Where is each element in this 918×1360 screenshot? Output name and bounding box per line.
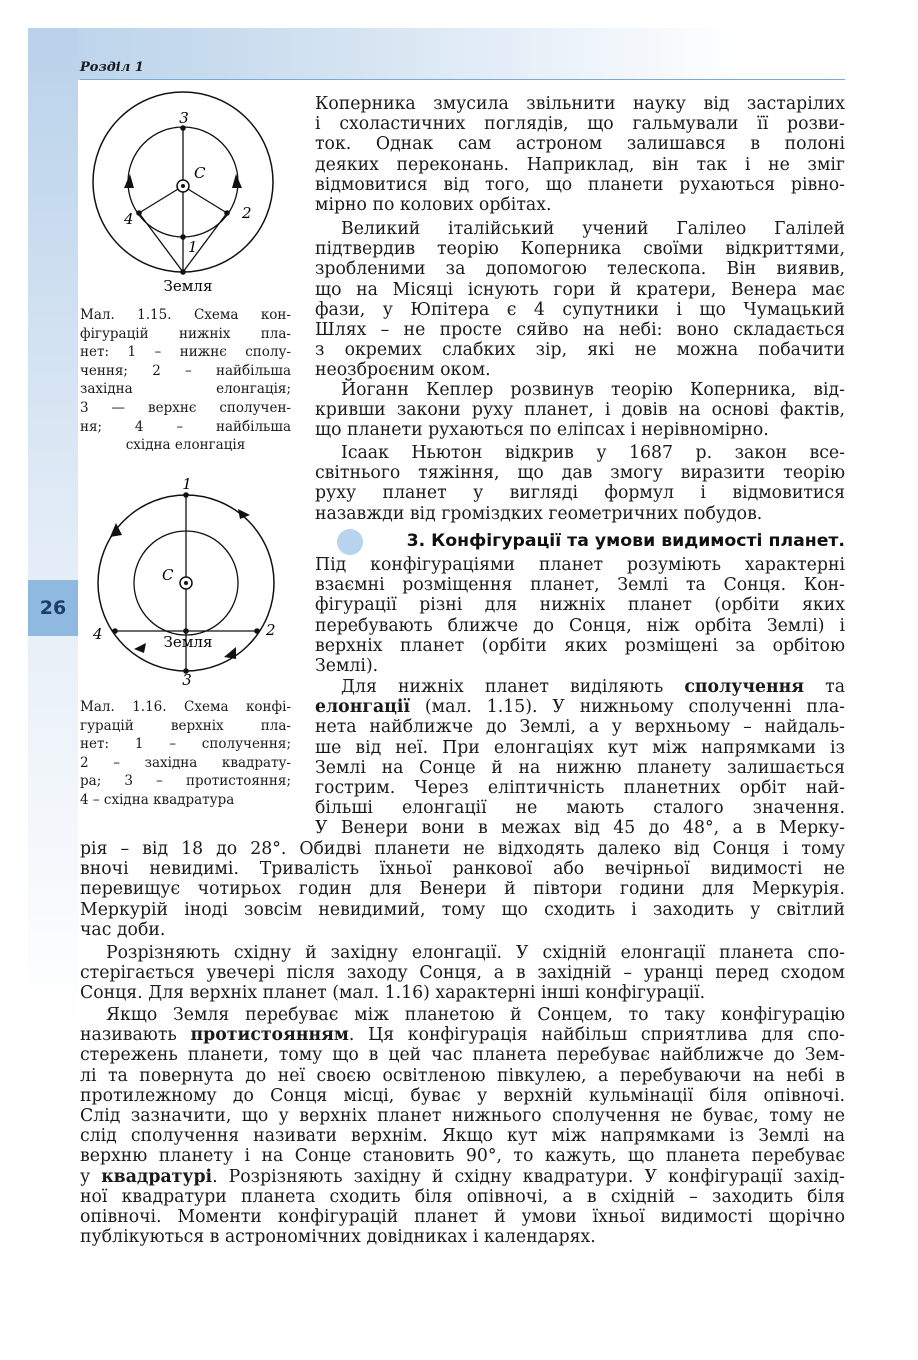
- caption-line: 3 — верхнє сполучен-: [80, 399, 291, 416]
- arrow-right: [232, 174, 242, 188]
- label-c: C: [162, 566, 174, 584]
- text-line: фігурації різні для нижніх планет (орбіти яких: [315, 595, 845, 616]
- text-line: ної квадратури планета сходить біля опівночі, а в східній – заходить біля: [80, 1186, 845, 1207]
- page-number: 26: [39, 597, 67, 619]
- heading-bubble: [337, 529, 363, 555]
- text-line: кривши закони руху планет, і довів на основі фактів,: [315, 400, 845, 421]
- label-4: 4: [124, 210, 134, 228]
- text-line: Меркурій іноді зовсім невидимий, тому що сходить і заходить у світлий: [80, 899, 845, 920]
- paragraph-newton: [315, 443, 845, 524]
- label-earth: Земля: [163, 277, 213, 295]
- text-line: Під конфігураціями планет розуміють характерні: [315, 555, 845, 575]
- label-3: 3: [179, 109, 189, 127]
- text-line: що планети рухаються по еліпсах і нерівномірно.: [315, 420, 769, 441]
- text-line: Коперника змусила звільнити науку від застарілих: [315, 94, 845, 114]
- text-line: Для нижніх планет виділяють сполучення та: [341, 677, 845, 697]
- text-line: ше від неї. При елонгаціях кут між напрямками із: [315, 737, 845, 758]
- heading-text: 3. Конфігурації та умови видимості планет.: [406, 531, 845, 551]
- caption-line: 4 – східна квадратура: [80, 791, 235, 808]
- arrow-bottom-right: [224, 647, 236, 659]
- paragraph-configurations: [315, 555, 845, 676]
- text-line: назавжди від громіздких геометричних побудов.: [315, 503, 763, 524]
- text-line: Ісаак Ньютон відкрив у 1687 р. закон все-: [341, 443, 845, 463]
- header-rule: [80, 79, 845, 80]
- text-line: протилежному до Сонця місці, буває у верхній кульмінації біля опівночі.: [80, 1085, 845, 1106]
- line-c-4: [139, 186, 183, 213]
- header-band: [28, 28, 918, 80]
- text-line: називають протистоянням. Ця конфігурація найбільш сприятлива для спо-: [80, 1025, 846, 1046]
- caption-line: чення; 2 – найбільша: [80, 362, 291, 379]
- text-line: ток. Однак сам астроном залишався в полоні: [315, 134, 845, 155]
- section-heading: [315, 528, 845, 554]
- label-2: 2: [266, 621, 276, 639]
- text-line: Якщо Земля перебуває між планетою й Сонцем, то таку конфігурацію: [106, 1005, 845, 1025]
- text-line: стережень планети, тому що в цей час планета перебуває найближче до Зем-: [80, 1045, 845, 1066]
- text-line: верхніх планет (орбіти яких розміщені за орбітою: [315, 635, 845, 656]
- text-line: Шлях – не просте сяйво на небі: воно складається: [315, 319, 845, 340]
- earth-point: [180, 269, 186, 275]
- caption-line: Мал. 1.15. Схема кон-: [80, 307, 291, 323]
- caption-line: ра; 3 – протистояння;: [80, 773, 291, 790]
- text-line: мірно по колових орбітах.: [315, 194, 552, 215]
- text-line: фази, у Юпітера є 4 супутники і що Чумацький: [315, 299, 845, 320]
- arrow-bottom-left: [134, 643, 146, 653]
- paragraph-kepler: [315, 380, 845, 441]
- caption-line: нет: 1 – нижнє сполу-: [80, 344, 291, 361]
- text-line: що на Місяці існують гори й кратери, Венера має: [315, 279, 845, 300]
- text-line: слід сполучення називати верхнім. Якщо кут між напрямками із Землі на: [80, 1126, 845, 1147]
- text-line: взаємні розміщення планет, Землі та Сонця. Кон-: [315, 575, 845, 596]
- point-4: [136, 210, 142, 216]
- point-4: [112, 628, 118, 634]
- label-c: C: [194, 164, 206, 182]
- caption-line: нет: 1 – сполучення;: [80, 736, 291, 753]
- text-line: опівночі. Моменти конфігурацій планет й умови їхньої видимості щорічно: [80, 1206, 845, 1227]
- term-opposition: протистоянням: [190, 1025, 349, 1046]
- paragraph-elongations: [80, 943, 845, 1004]
- caption-line: фігурацій нижніх пла-: [80, 325, 291, 342]
- page-number-tab: [28, 580, 78, 636]
- text-line: світнього тяжіння, що дав змогу виразити теорію: [315, 463, 845, 484]
- text-line: Йоганн Кеплер розвинув теорію Коперника, від-: [341, 380, 845, 400]
- text-line: Сонця. Для верхніх планет (мал. 1.16) характерні інші конфігурації.: [80, 983, 706, 1004]
- text-line: деяких переконань. Наприклад, він так і не зміг: [315, 154, 845, 175]
- text-line: підтвердив теорію Коперника своїми відкриттями,: [315, 239, 845, 260]
- text-line: більші елонгації не мають сталого значення.: [315, 798, 845, 819]
- caption-1-15: [80, 306, 291, 455]
- paragraph-copernicus: [315, 94, 845, 215]
- text-line: гострим. Через еліптичність планетних орбіт най-: [315, 777, 845, 798]
- text-line: Землі на Сонце й на нижню планету залишається: [315, 757, 845, 778]
- margin-band: [28, 28, 78, 1360]
- caption-line: ня; 4 – найбільша: [80, 418, 291, 435]
- term-elongation: елонгації: [315, 697, 411, 718]
- text-line: перевищує чотирьох годин для Венери й півтори години для Меркурія.: [80, 879, 845, 900]
- text-line: елонгації (мал. 1.15). У нижньому сполученні пла-: [315, 697, 845, 718]
- text-line: Великий італійський учений Галілео Галілей: [341, 219, 845, 239]
- text-line: перебувають ближче до Сонця, ніж орбіта Землі) і: [315, 615, 845, 636]
- text-line: у квадратурі. Розрізняють західну й східну квадратури. У конфігурації захід-: [80, 1166, 845, 1187]
- point-1: [183, 492, 189, 498]
- label-1: 1: [188, 238, 198, 256]
- point-2: [254, 628, 260, 634]
- figure-1-16: [80, 475, 300, 690]
- text-line: Землі).: [315, 655, 379, 676]
- point-2: [224, 210, 230, 216]
- text-line: руху планет у вигляді формул і відмовитися: [315, 483, 845, 504]
- caption-line: західна елонгація;: [80, 381, 291, 398]
- label-1: 1: [182, 475, 192, 493]
- text-line: У Венери вони в межах від 45 до 48°, а в Мерку-: [315, 818, 845, 839]
- label-earth: Земля: [163, 633, 213, 651]
- paragraph-opposition: [80, 1005, 845, 1247]
- text-line: Розрізняють східну й західну елонгації. У східній елонгації планета спо-: [106, 943, 845, 963]
- caption-line: Мал. 1.16. Схема конфі-: [80, 699, 291, 715]
- paragraph-inferior-planets: [315, 677, 845, 839]
- text-line: верхню планету і на Сонце становить 90°, то кажуть, що планета перебуває: [80, 1146, 845, 1167]
- text-line: стерігається увечері після заходу Сонця, а в західній – уранці перед сходом: [80, 963, 845, 984]
- text-line: публікуються в астрономічних довідниках і календарях.: [80, 1227, 596, 1248]
- paragraph-galileo: [315, 219, 845, 381]
- paragraph-mercury: [80, 839, 845, 940]
- label-4: 4: [93, 625, 103, 643]
- text-line: рія – від 18 до 28°. Обидві планети не відходять далеко від Сонця і тому: [80, 839, 845, 859]
- arrow-left: [124, 174, 134, 188]
- caption-1-16: [80, 698, 291, 810]
- text-line: Слід зазначити, що у верхніх планет нижнього сполучення не буває, тому не: [80, 1105, 845, 1126]
- figure-1-15: [80, 90, 300, 300]
- text-line: зробленими за допомогою телескопа. Він виявив,: [315, 259, 845, 280]
- text-line: час доби.: [80, 919, 166, 940]
- text-line: відмовитися від того, що планети рухаються рівно-: [315, 174, 845, 195]
- line-c-2: [183, 186, 227, 213]
- label-2: 2: [242, 204, 252, 222]
- term-conjunction: сполучення: [684, 677, 805, 697]
- caption-line: 2 – західна квадрату-: [80, 754, 291, 771]
- caption-line: східна елонгація: [125, 437, 246, 454]
- text-line: лі та повернута до неї своєю освітленою півкулею, а перебуваючи на небі в: [80, 1065, 845, 1086]
- text-line: нета найближче до Землі, а у верхньому – найдаль-: [315, 717, 845, 738]
- caption-line: гурацій верхніх пла-: [80, 717, 291, 734]
- label-3: 3: [182, 671, 192, 689]
- text-line: неозброєним оком.: [315, 360, 491, 381]
- section-label: Розділ 1: [80, 60, 144, 75]
- text-line: вночі невидимі. Тривалість їхньої ранкової або вечірньої видимості не: [80, 859, 845, 880]
- text-line: і схоластичних поглядів, що гальмували її розви-: [315, 114, 845, 135]
- text-line: з окремих слабких зір, які не можна побачити: [315, 340, 845, 361]
- point-1: [180, 234, 186, 240]
- term-quadrature: квадратурі: [101, 1166, 213, 1187]
